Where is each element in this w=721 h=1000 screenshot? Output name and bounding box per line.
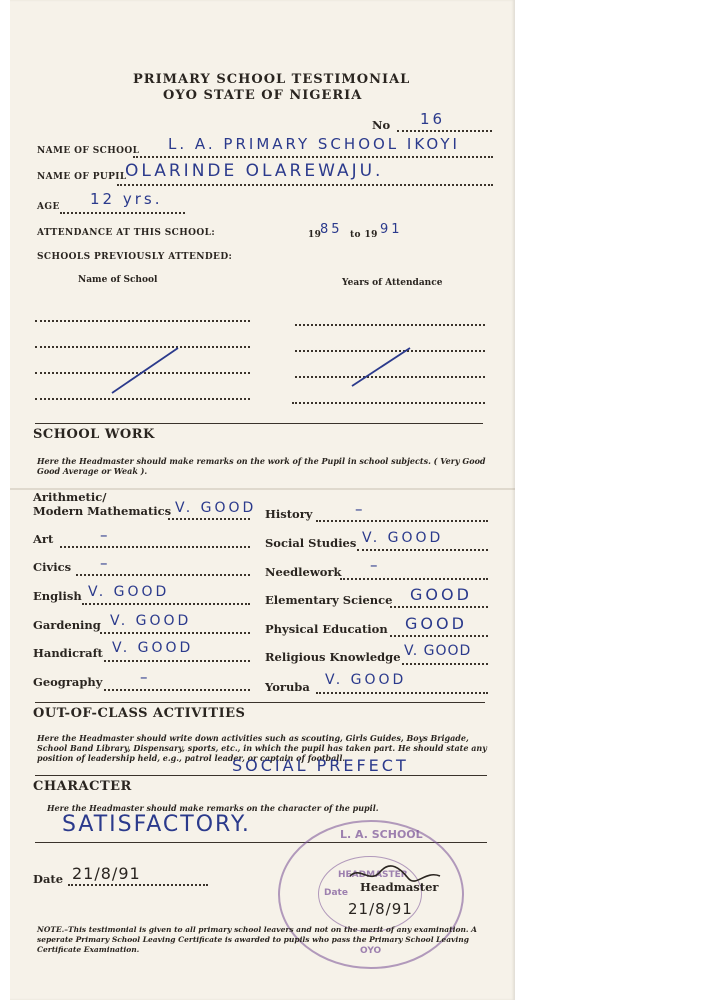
subject-grade: V. GOOD <box>325 672 407 688</box>
subject-label: Geography <box>33 675 103 689</box>
number-value: 16 <box>420 110 446 128</box>
subject-grade: V. GOOD <box>88 584 170 600</box>
subject-grade: – <box>370 556 381 574</box>
attendance-to-prefix: to 19 <box>350 230 378 240</box>
title-line-1: PRIMARY SCHOOL TESTIMONIAL <box>133 72 411 87</box>
col-name-of-school: Name of School <box>78 275 158 285</box>
character-value: SATISFACTORY. <box>62 812 251 837</box>
number-label: No <box>372 118 391 132</box>
footer-note: NOTE.–This testimonial is given to all primary school leavers and not on the merit of any examination. A seperate Primary School Leaving Certificate is awarded to pupils who pass the Primary School Leaving Certificate Examination. <box>37 925 477 954</box>
arithmetic-prefix: Arithmetic/ <box>33 490 107 504</box>
subject-grade: – <box>100 554 111 572</box>
subject-label: Gardening <box>33 618 101 632</box>
school-work-instruction: Here the Headmaster should make remarks on the work of the Pupil in school subjects. ( Very Good Good Average or Weak ). <box>37 456 486 476</box>
subject-grade: V. GOOD <box>110 613 192 629</box>
signature-date: 21/8/91 <box>348 900 413 918</box>
subject-label: Physical Education <box>265 622 388 636</box>
subject-grade: – <box>140 668 151 686</box>
subject-grade: GOOD <box>410 585 472 604</box>
subject-grade: V. GOOD <box>175 500 257 516</box>
headmaster-label: Headmaster <box>360 880 439 894</box>
attendance-label: ATTENDANCE AT THIS SCHOOL: <box>37 228 216 238</box>
attendance-from: 85 <box>320 222 343 237</box>
activities-value: SOCIAL PREFECT <box>232 756 409 775</box>
character-instruction: Here the Headmaster should make remarks on the character of the pupil. <box>47 803 379 813</box>
subject-grade: – <box>355 500 366 518</box>
age-value: 12 yrs. <box>90 190 163 208</box>
previous-schools-label: SCHOOLS PREVIOUSLY ATTENDED: <box>37 252 233 262</box>
col-years-of-attendance: Years of Attendance <box>342 278 443 288</box>
subject-label: Handicraft <box>33 646 103 660</box>
stamp-headmaster: HEADMASTER <box>338 870 408 880</box>
subject-label: Religious Knowledge <box>265 650 401 664</box>
subject-label: Yoruba <box>265 680 310 694</box>
subject-label: Needlework <box>265 565 342 579</box>
stamp-oyo: OYO <box>360 946 382 956</box>
subject-label: Civics <box>33 560 72 574</box>
age-label: AGE <box>37 202 60 212</box>
school-name-value: L. A. PRIMARY SCHOOL IKOYI <box>168 135 460 153</box>
subject-grade: GOOD <box>405 614 467 633</box>
date-label: Date <box>33 872 64 886</box>
date-value: 21/8/91 <box>72 864 141 883</box>
stamp-date: Date <box>324 888 348 898</box>
activities-heading: OUT-OF-CLASS ACTIVITIES <box>33 706 246 721</box>
pupil-name-label: NAME OF PUPIL <box>37 172 127 182</box>
subject-label: Art <box>33 532 54 546</box>
subject-label: Social Studies <box>265 536 357 550</box>
title-line-2: OYO STATE OF NIGERIA <box>163 88 363 103</box>
subject-label: History <box>265 507 313 521</box>
activities-instruction: Here the Headmaster should write down activities such as scouting, Girls Guides, Boys Brigade, School Band Library, Dispensary, sports, etc., in which the pupil has taken part. He should state any position of leadership held, e.g., patrol leader, or captain of football. <box>37 733 487 763</box>
subject-label: English <box>33 589 82 603</box>
stamp-school: L. A. SCHOOL <box>340 828 423 841</box>
pupil-name-value: OLARINDE OLAREWAJU. <box>125 161 384 181</box>
attendance-from-prefix: 19 <box>308 230 322 240</box>
attendance-to: 91 <box>380 222 403 237</box>
subject-grade: V. GOOD <box>404 643 472 659</box>
character-heading: CHARACTER <box>33 779 132 794</box>
school-name-label: NAME OF SCHOOL <box>37 146 140 156</box>
subject-label: Elementary Science <box>265 593 393 607</box>
school-work-heading: SCHOOL WORK <box>33 427 155 442</box>
subject-grade: V. GOOD <box>112 640 194 656</box>
subject-grade: V. GOOD <box>362 530 444 546</box>
subject-grade: – <box>100 526 111 544</box>
subject-label: Modern Mathematics <box>33 504 172 518</box>
